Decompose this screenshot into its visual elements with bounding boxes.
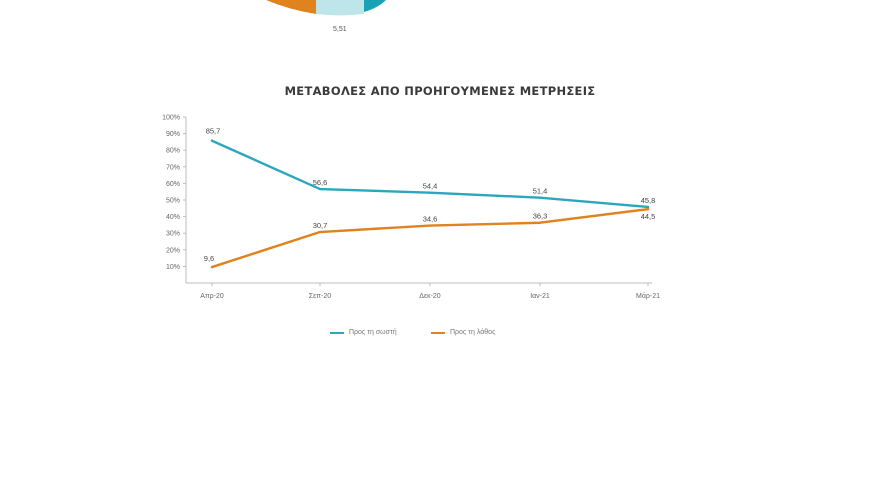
y-tick-label: 20%	[165, 247, 180, 255]
series-1-point	[539, 196, 541, 198]
x-tick-label: Απρ-20	[200, 293, 224, 300]
series-2-point	[429, 224, 431, 226]
series-1-point	[211, 140, 213, 142]
series-line-1	[212, 141, 648, 207]
series-1-point	[319, 188, 321, 190]
chart-title: ΜΕΤΑΒΟΛΕΣ ΑΠΟ ΠΡΟΗΓΟΥΜΕΝΕΣ ΜΕΤΡΗΣΕΙΣ	[284, 84, 596, 98]
data-label: 34,6	[422, 214, 438, 224]
x-tick-label: Σεπ-20	[308, 293, 332, 300]
legend-item-1	[330, 329, 397, 336]
series-1-point	[647, 206, 649, 208]
y-tick-label: 80%	[165, 147, 180, 155]
y-tick-label: 50%	[165, 197, 180, 205]
series-2-point	[647, 208, 649, 210]
x-tick-label: Δεκ-20	[419, 293, 441, 300]
series-2-point	[211, 266, 213, 268]
legend-item-2	[431, 329, 495, 336]
series-1-point	[429, 191, 431, 193]
y-tick-label: 90%	[165, 131, 180, 139]
data-label: 85,7	[205, 126, 221, 136]
data-label: 44,5	[640, 212, 656, 222]
x-tick-label: Ιαν-21	[530, 293, 550, 300]
y-tick-label: 70%	[165, 164, 180, 172]
y-tick-label: 60%	[165, 180, 180, 188]
data-label: 56,6	[312, 178, 328, 188]
legend-swatch	[330, 332, 344, 334]
data-label: 30,7	[312, 221, 328, 231]
series-2-point	[539, 222, 541, 224]
data-label: 51,4	[532, 186, 548, 196]
data-label: 45,8	[640, 195, 656, 205]
chart-legend	[0, 329, 880, 343]
legend-label: Προς τη σωστή	[349, 329, 397, 336]
legend-swatch	[431, 332, 445, 334]
series-2-point	[319, 231, 321, 233]
pie-slice-label: 5,51	[333, 26, 347, 33]
legend-label: Προς τη λάθος	[450, 329, 496, 336]
data-label: 9,6	[203, 254, 215, 264]
y-tick-label: 100%	[162, 114, 180, 122]
y-tick-label: 40%	[165, 214, 180, 222]
y-tick-label: 30%	[165, 230, 180, 238]
data-label: 36,3	[532, 211, 548, 221]
y-tick-label: 10%	[165, 263, 180, 271]
x-tick-label: Μάρ-21	[636, 293, 660, 300]
data-label: 54,4	[422, 181, 438, 191]
